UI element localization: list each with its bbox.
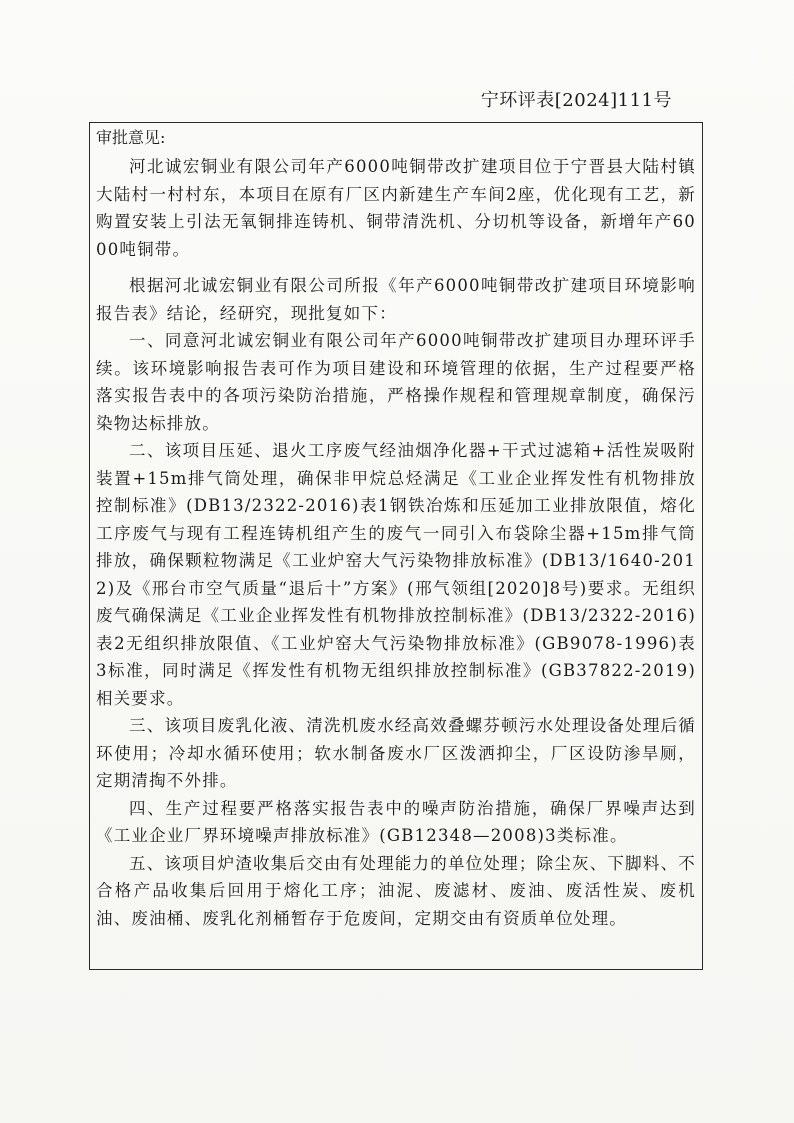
paragraph-basis: 根据河北诚宏铜业有限公司所报《年产6000吨铜带改扩建项目环境影响报告表》结论，经研究，现批复如下： bbox=[96, 276, 696, 323]
paragraph-item-5: 五、该项目炉渣收集后交由有处理能力的单位处理；除尘灰、下脚料、不合格产品收集后回用于熔化工序；油泥、废滤材、废油、废活性炭、废机油、废油桶、废乳化剂桶暂存于危废间，定期交由有资质单位处理。 bbox=[96, 853, 696, 928]
approval-opinion-box bbox=[89, 122, 703, 970]
approval-opinion-title: 审批意见: bbox=[96, 128, 166, 147]
paragraph-project-overview: 河北诚宏铜业有限公司年产6000吨铜带改扩建项目位于宁晋县大陆村镇大陆村一村村东，本项目在原有厂区内新建生产车间2座，优化现有工艺，新购置安装上引法无氧铜排连铸机、铜带清洗机、分切机等设备，新增年产6000吨铜带。 bbox=[96, 157, 696, 259]
approval-opinion-content bbox=[96, 153, 696, 932]
paragraph-item-3: 三、该项目废乳化液、清洗机废水经高效叠螺芬顿污水处理设备处理后循环使用；冷却水循环使用；软水制备废水厂区泼洒抑尘，厂区设防渗旱厕，定期清掏不外排。 bbox=[96, 716, 696, 790]
document-number: 宁环评表[2024]111号 bbox=[480, 90, 672, 111]
paragraph-item-4: 四、生产过程要严格落实报告表中的噪声防治措施，确保厂界噪声达到《工业企业厂界环境噪声排放标准》(GB12348—2008)3类标准。 bbox=[96, 798, 696, 845]
paragraph-item-1: 一、同意河北诚宏铜业有限公司年产6000吨铜带改扩建项目办理环评手续。该环境影响报告表可作为项目建设和环境管理的依据，生产过程要严格落实报告表中的各项污染防治措施，严格操作规程和管理规章制度，确保污染物达标排放。 bbox=[96, 331, 696, 433]
paragraph-item-2: 二、该项目压延、退火工序废气经油烟净化器+干式过滤箱+活性炭吸附装置+15m排气筒处理，确保非甲烷总烃满足《工业企业挥发性有机物排放控制标准》(DB13/2322-2016)表1钢铁冶炼和压延加工业排放限值，熔化工序废气与现有工程连铸机组产生的废气一同引入布袋除尘器+15m排气筒排放，确保颗粒物满足《工业炉窑大气污染物排放标准》(DB13/1640-2012)及《邢台市空气质量“退后十”方案》(邢气领组[2020]8号)要求。无组织废气确保满足《工业企业挥发性有机物排放控制标准》(DB13/2322-2016)表2无组织排放限值、《工业炉窑大气污染物排放标准》(GB9078-1996)表3标准，同时满足《挥发性有机物无组织排放控制标准》(GB37822-2019)相关要求。 bbox=[96, 441, 696, 708]
